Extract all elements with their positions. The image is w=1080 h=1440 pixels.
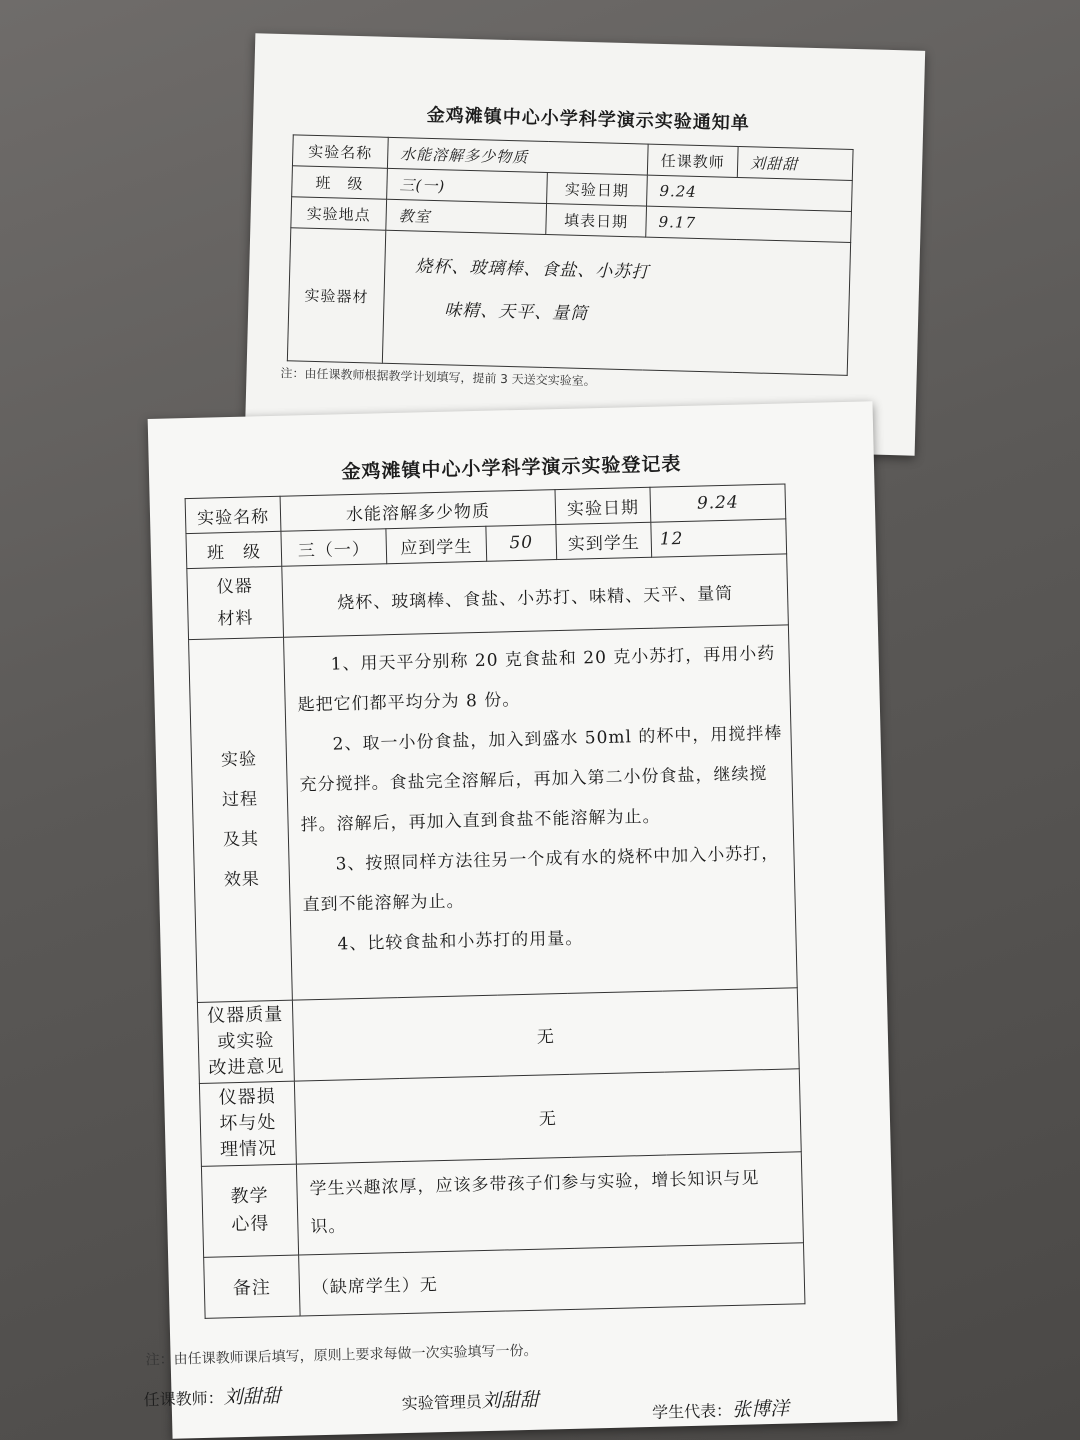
- sig-admin-label: 实验管理员: [401, 1392, 483, 1414]
- rec-process-label-2: 过程: [221, 789, 259, 811]
- notice-title: 金鸡滩镇中心小学科学演示实验通知单: [426, 104, 750, 135]
- rec-exp-date-label: 实验日期: [555, 487, 651, 524]
- experiment-name-label: 实验名称: [292, 135, 388, 168]
- rec-quality-label-3: 改进意见: [208, 1055, 285, 1079]
- rec-experiment-name-label: 实验名称: [185, 496, 281, 533]
- rec-expected-value: 50: [486, 525, 557, 562]
- rec-exp-date-value: 9.24: [650, 484, 786, 522]
- sig-teacher-label: 任课教师：: [143, 1388, 224, 1410]
- sig-student: [652, 1394, 790, 1424]
- sig-student-label: 学生代表：: [651, 1401, 733, 1422]
- rec-damage-value: 无: [294, 1069, 801, 1164]
- rec-damage-label-2: 坏与处: [219, 1112, 277, 1135]
- sig-teacher: [143, 1381, 281, 1411]
- rec-expected-label: 应到学生: [386, 526, 487, 563]
- exp-date-value: 9.24: [647, 175, 853, 211]
- rec-damage-label: [199, 1081, 296, 1166]
- sig-student-value: 张博洋: [731, 1397, 790, 1422]
- fill-date-label: 填表日期: [546, 203, 647, 237]
- sig-teacher-value: 刘甜甜: [223, 1385, 281, 1409]
- rec-quality-label-2: 或实验: [217, 1030, 275, 1053]
- rec-process-label-1: 实验: [220, 749, 258, 771]
- rec-process-label-4: 效果: [223, 869, 261, 891]
- rec-instruments-label-2: 材料: [217, 608, 254, 630]
- rec-quality-value: 无: [292, 988, 799, 1081]
- experiment-name-value: 水能溶解多少物质: [387, 137, 648, 175]
- rec-reflection-label: [201, 1164, 298, 1257]
- rec-quality-label-1: 仪器质量: [207, 1003, 284, 1027]
- record-title: 金鸡滩镇中心小学科学演示实验登记表: [341, 452, 682, 484]
- notice-sheet: [245, 33, 925, 455]
- rec-damage-label-3: 理情况: [219, 1138, 278, 1161]
- class-value: 三(一): [387, 168, 548, 203]
- rec-process-label: [189, 637, 293, 1002]
- process-step-4: 4、比较食盐和小苏打的用量。: [337, 928, 584, 955]
- rec-reflection-label-2: 心得: [231, 1213, 270, 1236]
- record-sheet: [143, 401, 898, 1438]
- fill-date-value: 9.17: [646, 206, 852, 242]
- sig-admin-value: 刘甜甜: [481, 1388, 540, 1413]
- rec-instruments-value: 烧杯、玻璃棒、食盐、小苏打、味精、天平、量筒: [282, 554, 789, 637]
- location-value: 教室: [386, 199, 547, 234]
- materials-line-1: 烧杯、玻璃棒、食盐、小苏打: [415, 256, 650, 283]
- rec-reflection-label-1: 教学: [230, 1185, 269, 1208]
- rec-remarks-label: 备注: [204, 1255, 300, 1318]
- rec-experiment-name-value: 水能溶解多少物质: [280, 490, 556, 532]
- rec-actual-label: 实到学生: [556, 522, 652, 559]
- rec-class-label: 班 级: [186, 531, 282, 568]
- rec-damage-label-1: 仪器损: [218, 1086, 276, 1109]
- rec-quality-label: [197, 1000, 294, 1083]
- materials-value: [382, 230, 850, 375]
- materials-line-2: 味精、天平、量筒: [443, 300, 589, 325]
- process-step-2: 2、取一小份食盐，加入到盛水 50ml 的杯中，用搅拌棒充分搅拌。食盐完全溶解后，再加入第二小份食盐，继续搅拌。溶解后，再加入直到食盐不能溶解为止。: [299, 723, 783, 836]
- exp-date-label: 实验日期: [547, 172, 648, 206]
- location-label: 实验地点: [291, 197, 387, 230]
- teacher-label: 任课教师: [647, 144, 738, 177]
- class-label: 班 级: [292, 166, 388, 199]
- rec-instruments-label: [187, 566, 284, 639]
- rec-instruments-label-1: 仪器: [216, 576, 254, 598]
- materials-label: 实验器材: [287, 228, 385, 363]
- record-table: [185, 483, 806, 1318]
- rec-reflection-value: 学生兴趣浓厚，应该多带孩子们参与实验，增长知识与见识。: [296, 1152, 803, 1255]
- teacher-value: 刘甜甜: [737, 146, 853, 180]
- notice-table: [287, 134, 854, 376]
- rec-remarks-value: （缺席学生）无: [299, 1243, 805, 1316]
- rec-class-value: 三（一）: [281, 529, 387, 567]
- process-step-1: 1、用天平分别称 20 克食盐和 20 克小苏打，再用小药匙把它们都平均分为 8 份。: [297, 643, 776, 716]
- notice-note: 注：由任课教师根据教学计划填写，提前 3 天送交实验室。: [280, 366, 596, 389]
- process-step-3: 3、按照同样方法往另一个成有水的烧杯中加入小苏打，直到不能溶解为止。: [302, 843, 780, 916]
- record-note: 注：由任课教师课后填写，原则上要求每做一次实验填写一份。: [145, 1342, 538, 1369]
- rec-process-value: [284, 625, 798, 1000]
- rec-process-label-3: 及其: [222, 829, 260, 851]
- sig-admin: [401, 1385, 539, 1415]
- rec-actual-value: 12: [651, 519, 787, 557]
